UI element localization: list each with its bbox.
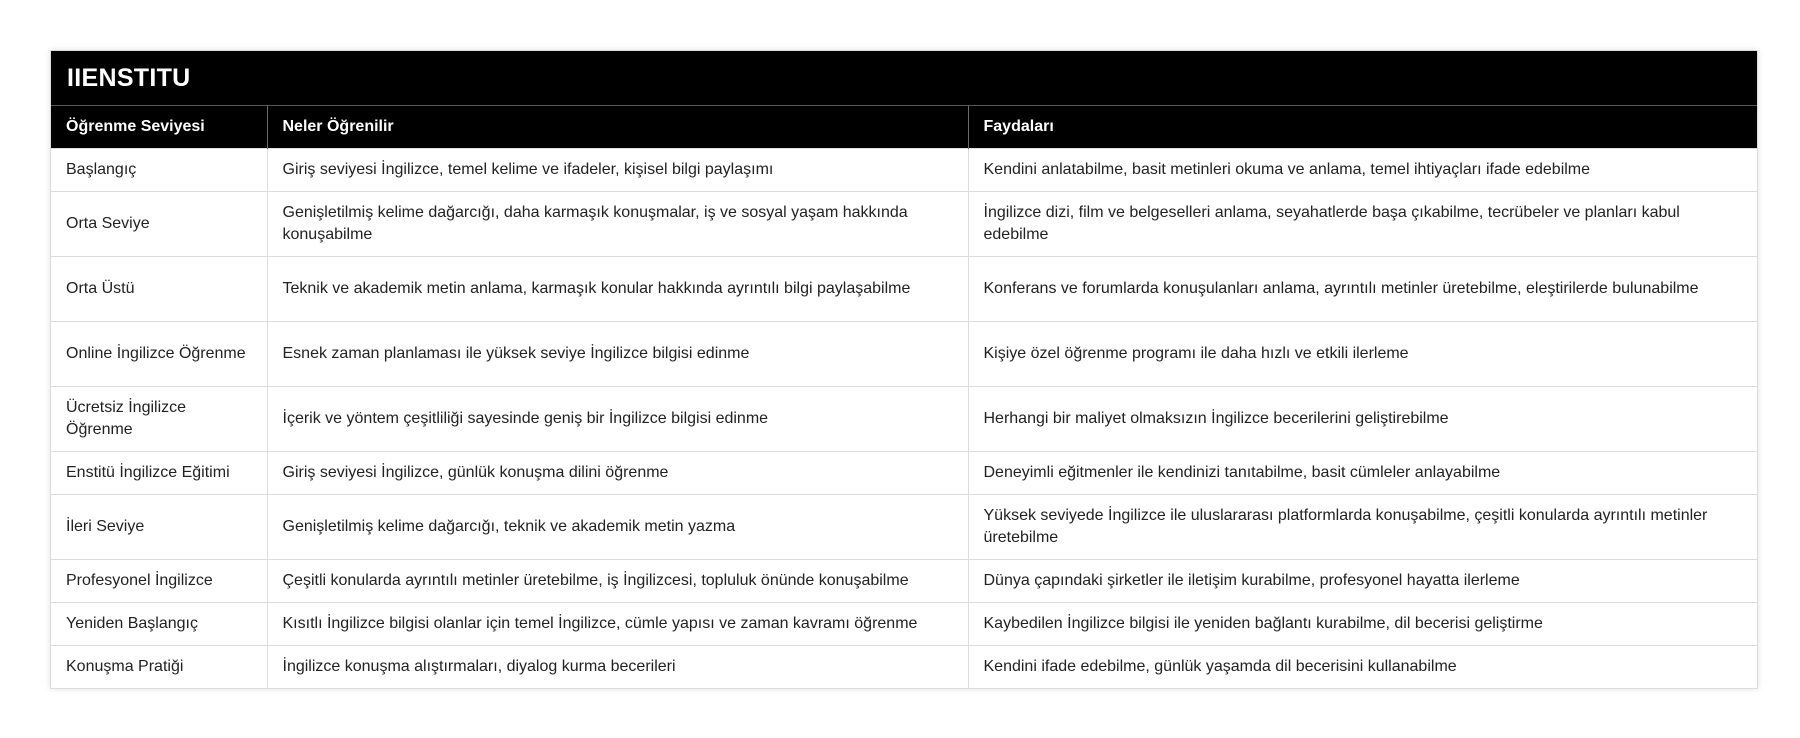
cell-learn: İçerik ve yöntem çeşitliliği sayesinde geniş bir İngilizce bilgisi edinme xyxy=(267,387,968,452)
table-row xyxy=(51,322,1757,387)
cell-learn: Esnek zaman planlaması ile yüksek seviye İngilizce bilgisi edinme xyxy=(267,322,968,387)
cell-learn: Teknik ve akademik metin anlama, karmaşık konular hakkında ayrıntılı bilgi paylaşabilme xyxy=(267,257,968,322)
cell-benefit: Yüksek seviyede İngilizce ile uluslararası platformlarda konuşabilme, çeşitli konularda ayrıntılı metinler üretebilme xyxy=(968,495,1757,560)
header-level: Öğrenme Seviyesi xyxy=(51,106,267,149)
table-row xyxy=(51,495,1757,560)
cell-benefit: Dünya çapındaki şirketler ile iletişim kurabilme, profesyonel hayatta ilerleme xyxy=(968,560,1757,603)
cell-level: Konuşma Pratiği xyxy=(51,646,267,689)
cell-level: Profesyonel İngilizce xyxy=(51,560,267,603)
cell-level: Orta Seviye xyxy=(51,192,267,257)
brand-title: IIENSTITU xyxy=(51,51,1757,106)
cell-learn: Kısıtlı İngilizce bilgisi olanlar için temel İngilizce, cümle yapısı ve zaman kavramı öğrenme xyxy=(267,603,968,646)
cell-benefit: İngilizce dizi, film ve belgeselleri anlama, seyahatlerde başa çıkabilme, tecrübeler ve planları kabul edebilme xyxy=(968,192,1757,257)
cell-learn: Genişletilmiş kelime dağarcığı, daha karmaşık konuşmalar, iş ve sosyal yaşam hakkında konuşabilme xyxy=(267,192,968,257)
cell-level: Enstitü İngilizce Eğitimi xyxy=(51,452,267,495)
cell-benefit: Konferans ve forumlarda konuşulanları anlama, ayrıntılı metinler üretebilme, eleştirilerde bulunabilme xyxy=(968,257,1757,322)
cell-benefit: Kendini anlatabilme, basit metinleri okuma ve anlama, temel ihtiyaçları ifade edebilme xyxy=(968,149,1757,192)
cell-level: Yeniden Başlangıç xyxy=(51,603,267,646)
table-row xyxy=(51,560,1757,603)
table-row xyxy=(51,646,1757,689)
cell-benefit: Kişiye özel öğrenme programı ile daha hızlı ve etkili ilerleme xyxy=(968,322,1757,387)
cell-level: Orta Üstü xyxy=(51,257,267,322)
header-benefit: Faydaları xyxy=(968,106,1757,149)
header-learn: Neler Öğrenilir xyxy=(267,106,968,149)
cell-learn: Genişletilmiş kelime dağarcığı, teknik ve akademik metin yazma xyxy=(267,495,968,560)
cell-learn: Çeşitli konularda ayrıntılı metinler üretebilme, iş İngilizcesi, topluluk önünde konuşabilme xyxy=(267,560,968,603)
cell-level: Ücretsiz İngilizce Öğrenme xyxy=(51,387,267,452)
cell-learn: Giriş seviyesi İngilizce, temel kelime ve ifadeler, kişisel bilgi paylaşımı xyxy=(267,149,968,192)
cell-learn: Giriş seviyesi İngilizce, günlük konuşma dilini öğrenme xyxy=(267,452,968,495)
learning-table xyxy=(51,106,1757,688)
cell-benefit: Kaybedilen İngilizce bilgisi ile yeniden bağlantı kurabilme, dil becerisi geliştirme xyxy=(968,603,1757,646)
cell-level: Başlangıç xyxy=(51,149,267,192)
cell-benefit: Kendini ifade edebilme, günlük yaşamda dil becerisini kullanabilme xyxy=(968,646,1757,689)
table-row xyxy=(51,387,1757,452)
cell-learn: İngilizce konuşma alıştırmaları, diyalog kurma becerileri xyxy=(267,646,968,689)
cell-benefit: Herhangi bir maliyet olmaksızın İngilizce becerilerini geliştirebilme xyxy=(968,387,1757,452)
table-row xyxy=(51,603,1757,646)
table-row xyxy=(51,257,1757,322)
table-row xyxy=(51,149,1757,192)
table-row xyxy=(51,192,1757,257)
table-row xyxy=(51,452,1757,495)
table-header-row xyxy=(51,106,1757,149)
cell-level: İleri Seviye xyxy=(51,495,267,560)
table-card xyxy=(50,50,1758,689)
cell-level: Online İngilizce Öğrenme xyxy=(51,322,267,387)
cell-benefit: Deneyimli eğitmenler ile kendinizi tanıtabilme, basit cümleler anlayabilme xyxy=(968,452,1757,495)
